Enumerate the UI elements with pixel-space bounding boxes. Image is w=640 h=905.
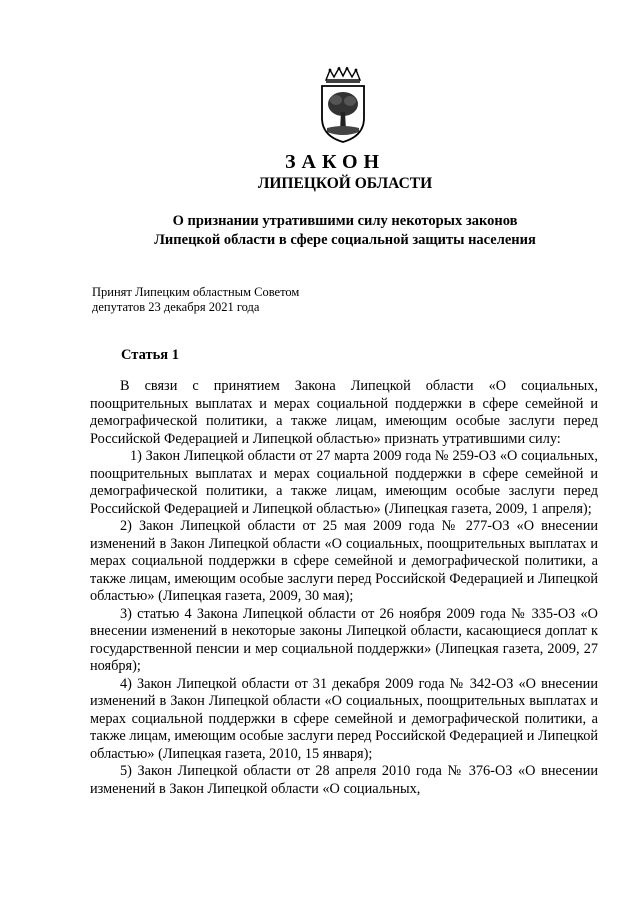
adoption-line: депутатов 23 декабря 2021 года [92,300,260,314]
coat-of-arms-icon [312,66,374,144]
adoption-note [92,285,299,315]
list-item: 4) Закон Липецкой области от 31 декабря 2009 года № 342-ОЗ «О внесении изменений в Закон Липецкой области «О социальных, поощрительных выплатах и мерах социальной поддержки в сфере семейной и демографической политики, а также лицам, имеющим особые заслуги перед Российской Федерацией и Липецкой областью» (Липецкая газета, 2010, 15 января); [90,675,598,762]
subtitle-line: О признании утратившими силу некоторых законов [172,213,518,229]
article-body [90,378,598,798]
list-item: 3) статью 4 Закона Липецкой области от 26 ноября 2009 года № 335-ОЗ «О внесении изменений в некоторые законы Липецкой области, касающиеся доплат к государственной пенсии и мер социальной поддержки» (Липецкая газета, 2009, 27 ноября); [90,605,598,674]
article-intro: В связи с принятием Закона Липецкой области «О социальных, поощрительных выплатах и мерах социальной поддержки в сфере семейной и демографической политики, а также лицам, имеющим особые заслуги перед Российской Федерацией и Липецкой областью» признать утратившими силу: [90,378,598,447]
subtitle-line: Липецкой области в сфере социальной защиты населения [154,232,536,248]
list-item: 2) Закон Липецкой области от 25 мая 2009 года № 277-ОЗ «О внесении изменений в Закон Липецкой области «О социальных, поощрительных выплатах и мерах социальной поддержки в сфере семейной и демографической политики, а также лицам, имеющим особые заслуги перед Российской Федерацией и Липецкой областью» (Липецкая газета, 2009, 30 мая); [90,518,598,604]
region-title: ЛИПЕЦКОЙ ОБЛАСТИ [257,175,433,192]
list-item: 1) Закон Липецкой области от 27 марта 2009 года № 259-ОЗ «О социальных, поощрительных выплатах и мерах социальной поддержки в сфере семейной и демографической политики, а также лицам, имеющим особые заслуги перед Российской Федерацией и Липецкой областью» (Липецкая газета, 2009, 1 апреля); [90,448,598,517]
law-subtitle [110,212,580,250]
list-item: 5) Закон Липецкой области от 28 апреля 2010 года № 376-ОЗ «О внесении изменений в Закон Липецкой области «О социальных, [90,763,598,797]
adoption-line: Принят Липецким областным Советом [92,285,300,299]
law-title: ЗАКОН [284,151,386,173]
article-heading: Статья 1 [121,347,179,363]
